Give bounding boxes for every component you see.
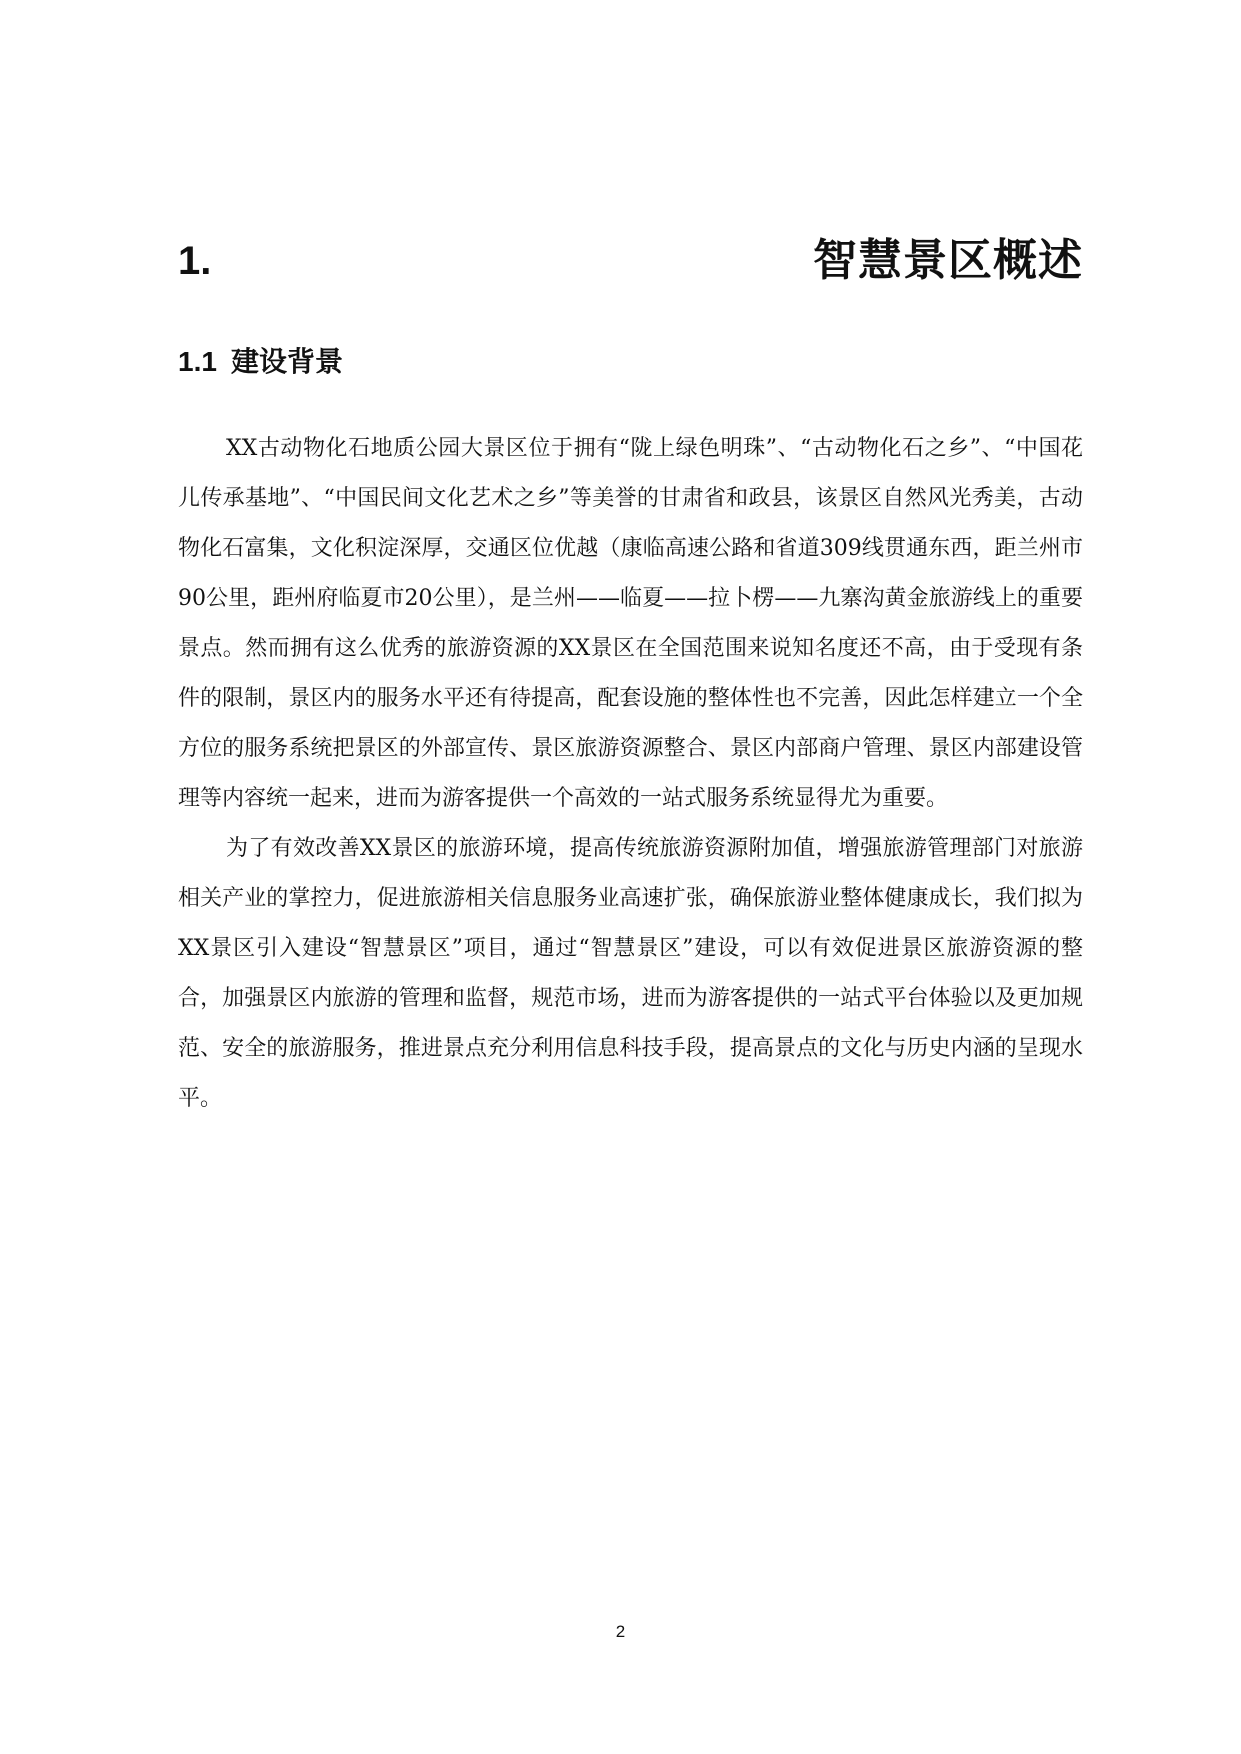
paragraph: XX古动物化石地质公园大景区位于拥有“陇上绿色明珠”、“古动物化石之乡”、“中国花儿传承基地”、“中国民间文化艺术之乡”等美誉的甘肃省和政县，该景区自然风光秀美，古动物化石富集，文化积淀深厚，交通区位优越（康临高速公路和省道309线贯通东西，距兰州市90公里，距州府临夏市20公里），是兰州——临夏——拉卜楞——九寨沟黄金旅游线上的重要景点。然而拥有这么优秀的旅游资源的XX景区在全国范围来说知名度还不高，由于受现有条件的限制，景区内的服务水平还有待提高，配套设施的整体性也不完善，因此怎样建立一个全方位的服务系统把景区的外部宣传、景区旅游资源整合、景区内部商户管理、景区内部建设管理等内容统一起来，进而为游客提供一个高效的一站式服务系统显得尤为重要。 bbox=[178, 436, 1083, 811]
chapter-number: 1. bbox=[178, 239, 212, 283]
body-text bbox=[178, 424, 1083, 1124]
page-number: 2 bbox=[615, 1622, 626, 1641]
section-heading bbox=[178, 340, 343, 384]
chapter-title: 智慧景区概述 bbox=[813, 235, 1083, 286]
section-title: 建设背景 bbox=[230, 345, 343, 378]
paragraph: 为了有效改善XX景区的旅游环境，提高传统旅游资源附加值，增强旅游管理部门对旅游相关产业的掌控力，促进旅游相关信息服务业高速扩张，确保旅游业整体健康成长，我们拟为XX景区引入建设“智慧景区”项目，通过“智慧景区”建设，可以有效促进景区旅游资源的整合，加强景区内旅游的管理和监督，规范市场，进而为游客提供的一站式平台体验以及更加规范、安全的旅游服务，推进景点充分利用信息科技手段，提高景点的文化与历史内涵的呈现水平。 bbox=[178, 836, 1083, 1111]
chapter-heading bbox=[178, 228, 1083, 294]
section-number: 1.1 bbox=[178, 346, 217, 377]
